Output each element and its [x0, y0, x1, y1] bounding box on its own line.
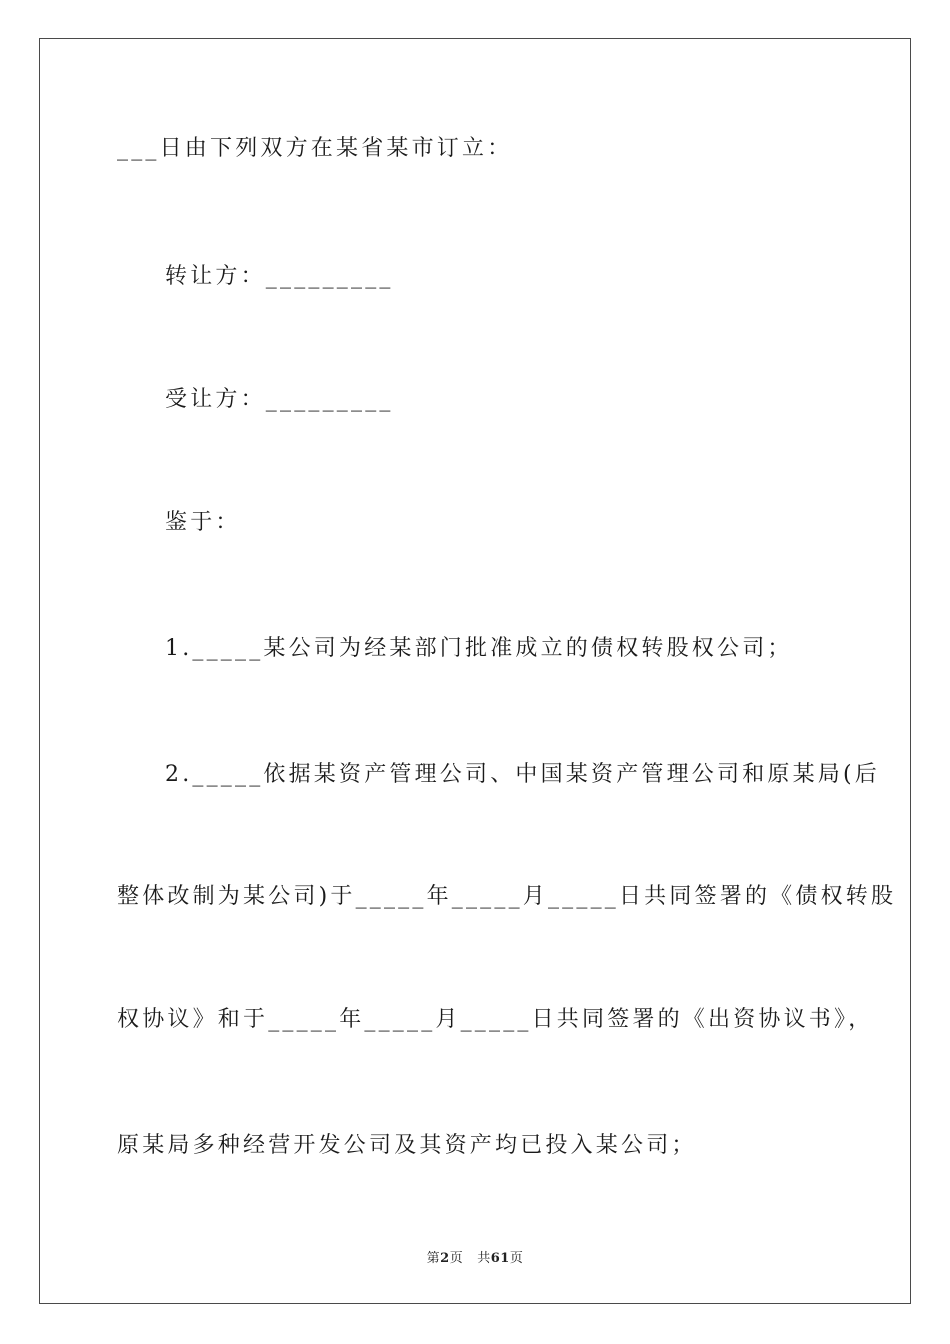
text-line-item-2-cont-1: 整体改制为某公司)于_____年_____月_____日共同签署的《债权转股: [117, 884, 897, 909]
text-line-item-2: 2._____依据某资产管理公司、中国某资产管理公司和原某局(后: [165, 762, 880, 787]
footer-total-suffix: 页: [509, 1251, 524, 1266]
page-footer: [0, 1247, 950, 1266]
footer-total-pages: 61: [490, 1251, 510, 1266]
text-line-item-2-cont-2: 权协议》和于_____年_____月_____日共同签署的《出资协议书》，: [117, 1007, 874, 1032]
text-line-transferee: 受让方：_________: [165, 387, 394, 412]
footer-page-number: 2: [440, 1251, 450, 1266]
footer-page-prefix: 第: [426, 1251, 441, 1266]
text-line-date: ___日由下列双方在某省某市订立：: [117, 136, 513, 161]
text-line-transferor: 转让方：_________: [165, 264, 394, 289]
text-line-whereas: 鉴于：: [165, 510, 241, 535]
footer-total-prefix: 共: [477, 1251, 491, 1266]
text-line-item-1: 1._____某公司为经某部门批准成立的债权转股权公司；: [165, 636, 793, 661]
footer-page-suffix: 页: [449, 1251, 464, 1266]
page-border: [39, 38, 911, 1304]
text-line-item-2-cont-3: 原某局多种经营开发公司及其资产均已投入某公司；: [117, 1133, 697, 1158]
